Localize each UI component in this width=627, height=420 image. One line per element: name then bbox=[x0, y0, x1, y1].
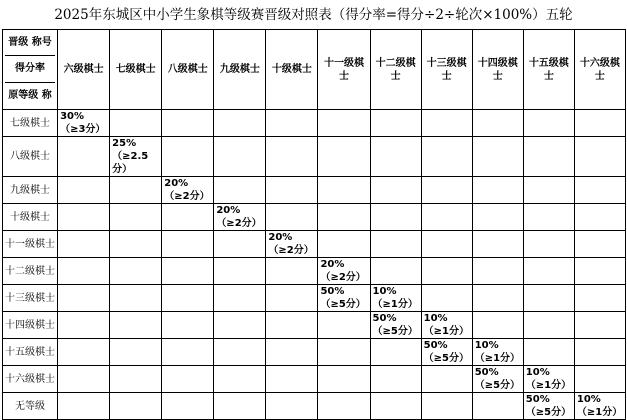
column-header: 七级棋士 bbox=[110, 30, 162, 110]
table-cell bbox=[421, 177, 472, 204]
table-cell: 20%（≥2分） bbox=[162, 177, 214, 204]
table-cell bbox=[574, 312, 625, 339]
table-cell bbox=[574, 258, 625, 285]
table-cell bbox=[421, 204, 472, 231]
table-cell bbox=[162, 393, 214, 420]
table-cell bbox=[472, 231, 523, 258]
table-cell bbox=[266, 137, 318, 177]
table-cell bbox=[266, 285, 318, 312]
document-title: 2025年东城区中小学生象棋等级赛晋级对照表（得分率=得分÷2÷轮次×100%）五轮 bbox=[54, 7, 573, 23]
table-cell bbox=[110, 285, 162, 312]
table-cell bbox=[266, 339, 318, 366]
table-cell bbox=[370, 137, 421, 177]
table-cell bbox=[574, 285, 625, 312]
table-row bbox=[3, 285, 626, 312]
table-corner-cell bbox=[3, 30, 58, 110]
row-label: 十六级棋士 bbox=[3, 366, 58, 393]
table-row bbox=[3, 393, 626, 420]
table-cell bbox=[214, 258, 266, 285]
row-label: 八级棋士 bbox=[3, 137, 58, 177]
table-cell bbox=[58, 177, 110, 204]
table-cell: 50%（≥5分） bbox=[370, 312, 421, 339]
table-cell bbox=[370, 177, 421, 204]
table-row bbox=[3, 258, 626, 285]
table-row bbox=[3, 366, 626, 393]
table-cell bbox=[214, 177, 266, 204]
column-header: 十四级棋士 bbox=[472, 30, 523, 110]
column-header: 十一级棋士 bbox=[318, 30, 370, 110]
table-cell bbox=[472, 312, 523, 339]
row-label: 七级棋士 bbox=[3, 110, 58, 137]
table-row bbox=[3, 231, 626, 258]
table-cell bbox=[266, 177, 318, 204]
table-cell bbox=[472, 258, 523, 285]
table-cell bbox=[162, 231, 214, 258]
table-cell bbox=[574, 366, 625, 393]
table-cell bbox=[318, 110, 370, 137]
table-row bbox=[3, 339, 626, 366]
table-cell: 10%（≥1分） bbox=[370, 285, 421, 312]
table-cell bbox=[421, 285, 472, 312]
table-cell bbox=[110, 231, 162, 258]
table-cell: 20%（≥2分） bbox=[318, 258, 370, 285]
table-cell bbox=[574, 339, 625, 366]
table-cell bbox=[421, 137, 472, 177]
table-cell bbox=[266, 204, 318, 231]
table-cell bbox=[318, 339, 370, 366]
table-cell bbox=[162, 110, 214, 137]
table-cell bbox=[523, 137, 574, 177]
row-label: 十三级棋士 bbox=[3, 285, 58, 312]
table-cell bbox=[58, 137, 110, 177]
table-cell: 10%（≥1分） bbox=[472, 339, 523, 366]
table-cell: 50%（≥5分） bbox=[318, 285, 370, 312]
table-cell bbox=[214, 110, 266, 137]
table-cell bbox=[110, 258, 162, 285]
table-cell bbox=[523, 339, 574, 366]
table-cell bbox=[318, 231, 370, 258]
table-cell bbox=[162, 339, 214, 366]
table-cell bbox=[266, 393, 318, 420]
table-cell bbox=[370, 393, 421, 420]
table-cell: 50%（≥5分） bbox=[472, 366, 523, 393]
table-cell bbox=[523, 258, 574, 285]
row-label: 无等级 bbox=[3, 393, 58, 420]
table-cell bbox=[318, 366, 370, 393]
table-cell bbox=[370, 204, 421, 231]
table-cell bbox=[162, 366, 214, 393]
table-cell bbox=[58, 258, 110, 285]
table-cell bbox=[58, 285, 110, 312]
table-cell: 30%（≥3分） bbox=[58, 110, 110, 137]
table-cell bbox=[214, 231, 266, 258]
header-row bbox=[3, 30, 626, 110]
row-label: 十一级棋士 bbox=[3, 231, 58, 258]
row-label: 十级棋士 bbox=[3, 204, 58, 231]
table-cell bbox=[266, 110, 318, 137]
table-cell bbox=[58, 312, 110, 339]
table-cell bbox=[523, 312, 574, 339]
table-cell bbox=[110, 204, 162, 231]
row-label: 十四级棋士 bbox=[3, 312, 58, 339]
table-cell bbox=[523, 110, 574, 137]
table-cell bbox=[214, 393, 266, 420]
column-header: 十二级棋士 bbox=[370, 30, 421, 110]
table-cell: 25%（≥2.5分） bbox=[110, 137, 162, 177]
table-cell bbox=[110, 366, 162, 393]
table-cell: 10%（≥1分） bbox=[421, 312, 472, 339]
table-cell bbox=[523, 285, 574, 312]
table-cell bbox=[370, 110, 421, 137]
column-header: 八级棋士 bbox=[162, 30, 214, 110]
table-cell: 10%（≥1分） bbox=[574, 393, 625, 420]
table-cell: 20%（≥2分） bbox=[266, 231, 318, 258]
table-cell bbox=[523, 231, 574, 258]
table-cell bbox=[472, 177, 523, 204]
table-cell bbox=[214, 285, 266, 312]
table-cell bbox=[266, 258, 318, 285]
row-label: 十五级棋士 bbox=[3, 339, 58, 366]
table-cell bbox=[472, 285, 523, 312]
row-label: 九级棋士 bbox=[3, 177, 58, 204]
table-cell bbox=[162, 204, 214, 231]
column-header: 十级棋士 bbox=[266, 30, 318, 110]
column-header: 九级棋士 bbox=[214, 30, 266, 110]
table-row bbox=[3, 110, 626, 137]
table-cell bbox=[370, 366, 421, 393]
table-cell bbox=[472, 393, 523, 420]
table-cell bbox=[421, 231, 472, 258]
column-header: 十三级棋士 bbox=[421, 30, 472, 110]
column-header: 六级棋士 bbox=[58, 30, 110, 110]
table-cell bbox=[162, 285, 214, 312]
table-cell bbox=[318, 204, 370, 231]
table-cell bbox=[472, 137, 523, 177]
table-row bbox=[3, 177, 626, 204]
table-cell: 50%（≥5分） bbox=[523, 393, 574, 420]
table-cell bbox=[318, 312, 370, 339]
table-cell bbox=[110, 110, 162, 137]
table-cell bbox=[421, 393, 472, 420]
table-cell bbox=[58, 204, 110, 231]
column-header: 十五级棋士 bbox=[523, 30, 574, 110]
table-cell bbox=[318, 177, 370, 204]
table-cell bbox=[214, 339, 266, 366]
table-cell bbox=[162, 137, 214, 177]
table-cell bbox=[421, 258, 472, 285]
table-row bbox=[3, 204, 626, 231]
table-cell bbox=[266, 366, 318, 393]
table-cell bbox=[58, 231, 110, 258]
corner-label-promoted-title: 晋级 称号 bbox=[5, 30, 55, 56]
corner-label-score-rate: 得分率 bbox=[5, 56, 55, 83]
table-cell bbox=[110, 177, 162, 204]
table-cell bbox=[110, 339, 162, 366]
table-cell bbox=[266, 312, 318, 339]
table-cell bbox=[370, 258, 421, 285]
table-cell bbox=[370, 339, 421, 366]
table-cell bbox=[214, 312, 266, 339]
table-cell bbox=[110, 312, 162, 339]
table-cell bbox=[523, 204, 574, 231]
table-cell bbox=[58, 366, 110, 393]
table-cell bbox=[162, 258, 214, 285]
corner-label-original-title: 原等级 称 bbox=[8, 90, 52, 101]
table-cell bbox=[318, 393, 370, 420]
table-row bbox=[3, 137, 626, 177]
table-row bbox=[3, 312, 626, 339]
table-cell bbox=[574, 231, 625, 258]
table-cell bbox=[574, 110, 625, 137]
table-cell bbox=[214, 137, 266, 177]
table-cell bbox=[472, 204, 523, 231]
row-label: 十二级棋士 bbox=[3, 258, 58, 285]
table-cell bbox=[574, 137, 625, 177]
promotion-table bbox=[2, 29, 626, 420]
table-cell: 50%（≥5分） bbox=[421, 339, 472, 366]
column-header: 十六级棋士 bbox=[574, 30, 625, 110]
table-cell bbox=[58, 339, 110, 366]
table-cell bbox=[523, 177, 574, 204]
table-cell bbox=[421, 110, 472, 137]
table-cell bbox=[472, 110, 523, 137]
table-cell: 20%（≥2分） bbox=[214, 204, 266, 231]
table-cell bbox=[162, 312, 214, 339]
table-cell: 10%（≥1分） bbox=[523, 366, 574, 393]
table-cell bbox=[421, 366, 472, 393]
table-cell bbox=[318, 137, 370, 177]
table-cell bbox=[574, 204, 625, 231]
table-body bbox=[3, 30, 626, 420]
table-cell bbox=[574, 177, 625, 204]
table-cell bbox=[58, 393, 110, 420]
table-cell bbox=[214, 366, 266, 393]
table-cell bbox=[110, 393, 162, 420]
table-cell bbox=[370, 231, 421, 258]
